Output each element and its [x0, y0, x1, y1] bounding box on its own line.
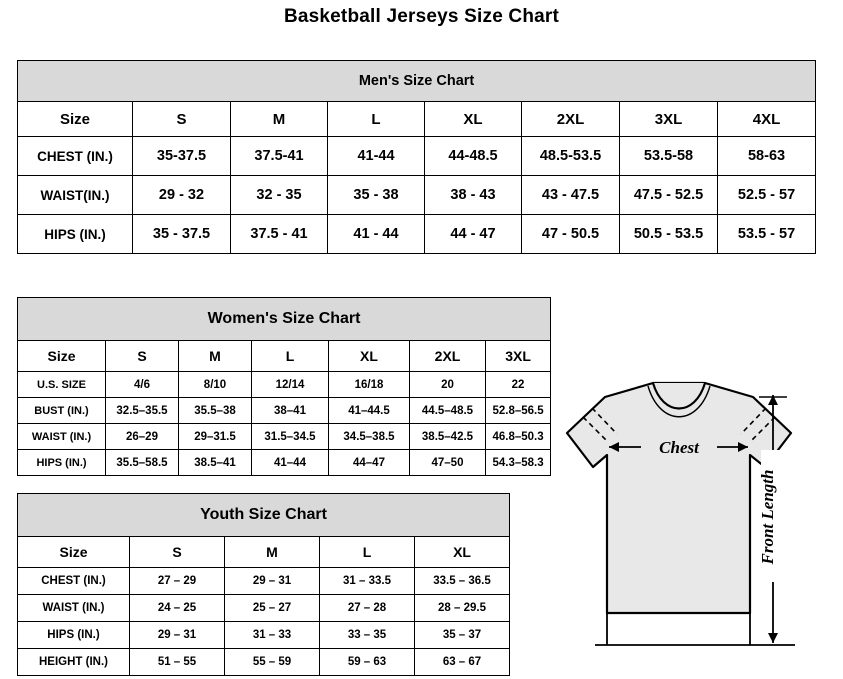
mens-row-label-waist: WAIST(IN.) — [18, 176, 133, 215]
table-row — [18, 176, 816, 215]
womens-hips-s: 35.5–58.5 — [106, 450, 179, 476]
youth-chest-s: 27 – 29 — [130, 568, 225, 595]
youth-row-label-height: HEIGHT (IN.) — [18, 649, 130, 676]
womens-waist-3xl: 46.8–50.3 — [486, 424, 551, 450]
table-header-row — [18, 102, 816, 137]
table-header-row — [18, 537, 510, 568]
womens-bust-3xl: 52.8–56.5 — [486, 398, 551, 424]
mens-col-header-3xl: 3XL — [620, 102, 718, 137]
womens-ussize-xl: 16/18 — [329, 372, 410, 398]
table-row — [18, 450, 551, 476]
mens-hips-4xl: 53.5 - 57 — [718, 215, 816, 254]
table-row — [18, 568, 510, 595]
table-row — [18, 424, 551, 450]
youth-chart-caption: Youth Size Chart — [18, 494, 510, 537]
table-caption-row — [18, 298, 551, 341]
youth-row-label-chest: CHEST (IN.) — [18, 568, 130, 595]
mens-col-header-2xl: 2XL — [522, 102, 620, 137]
front-length-arrow-bottom — [768, 633, 778, 643]
youth-col-header-s: S — [130, 537, 225, 568]
womens-ussize-2xl: 20 — [410, 372, 486, 398]
womens-waist-m: 29–31.5 — [179, 424, 252, 450]
mens-chest-4xl: 58-63 — [718, 137, 816, 176]
youth-row-label-hips: HIPS (IN.) — [18, 622, 130, 649]
jersey-measurement-diagram — [545, 355, 835, 665]
youth-col-header-l: L — [320, 537, 415, 568]
womens-chart-caption: Women's Size Chart — [18, 298, 551, 341]
youth-chest-m: 29 – 31 — [225, 568, 320, 595]
womens-col-header-l: L — [252, 341, 329, 372]
front-length-dimension-label: Front Length — [758, 469, 777, 565]
youth-hips-m: 31 – 33 — [225, 622, 320, 649]
youth-height-xl: 63 – 67 — [415, 649, 510, 676]
mens-waist-4xl: 52.5 - 57 — [718, 176, 816, 215]
mens-chest-xl: 44-48.5 — [425, 137, 522, 176]
table-caption-row — [18, 61, 816, 102]
womens-col-header-2xl: 2XL — [410, 341, 486, 372]
youth-chest-xl: 33.5 – 36.5 — [415, 568, 510, 595]
mens-hips-l: 41 - 44 — [328, 215, 425, 254]
youth-row-label-waist: WAIST (IN.) — [18, 595, 130, 622]
youth-waist-m: 25 – 27 — [225, 595, 320, 622]
mens-chart-caption: Men's Size Chart — [18, 61, 816, 102]
mens-size-chart-table — [17, 60, 816, 254]
mens-col-header-size: Size — [18, 102, 133, 137]
mens-chest-l: 41-44 — [328, 137, 425, 176]
youth-col-header-xl: XL — [415, 537, 510, 568]
womens-waist-xl: 34.5–38.5 — [329, 424, 410, 450]
youth-col-header-m: M — [225, 537, 320, 568]
womens-hips-l: 41–44 — [252, 450, 329, 476]
mens-col-header-l: L — [328, 102, 425, 137]
chest-dimension-label: Chest — [659, 438, 699, 457]
youth-col-header-size: Size — [18, 537, 130, 568]
mens-waist-xl: 38 - 43 — [425, 176, 522, 215]
womens-size-chart-table — [17, 297, 551, 476]
mens-col-header-s: S — [133, 102, 231, 137]
womens-row-label-waist: WAIST (IN.) — [18, 424, 106, 450]
womens-hips-m: 38.5–41 — [179, 450, 252, 476]
womens-ussize-3xl: 22 — [486, 372, 551, 398]
mens-hips-m: 37.5 - 41 — [231, 215, 328, 254]
mens-hips-3xl: 50.5 - 53.5 — [620, 215, 718, 254]
mens-hips-s: 35 - 37.5 — [133, 215, 231, 254]
youth-waist-s: 24 – 25 — [130, 595, 225, 622]
mens-col-header-m: M — [231, 102, 328, 137]
mens-chest-2xl: 48.5-53.5 — [522, 137, 620, 176]
womens-col-header-s: S — [106, 341, 179, 372]
table-row — [18, 137, 816, 176]
womens-col-header-3xl: 3XL — [486, 341, 551, 372]
mens-col-header-xl: XL — [425, 102, 522, 137]
mens-row-label-hips: HIPS (IN.) — [18, 215, 133, 254]
youth-hips-s: 29 – 31 — [130, 622, 225, 649]
mens-hips-xl: 44 - 47 — [425, 215, 522, 254]
table-row — [18, 372, 551, 398]
mens-col-header-4xl: 4XL — [718, 102, 816, 137]
womens-row-label-bust: BUST (IN.) — [18, 398, 106, 424]
table-header-row — [18, 341, 551, 372]
mens-waist-m: 32 - 35 — [231, 176, 328, 215]
womens-col-header-size: Size — [18, 341, 106, 372]
womens-hips-3xl: 54.3–58.3 — [486, 450, 551, 476]
mens-row-label-chest: CHEST (IN.) — [18, 137, 133, 176]
youth-height-m: 55 – 59 — [225, 649, 320, 676]
womens-waist-l: 31.5–34.5 — [252, 424, 329, 450]
mens-waist-2xl: 43 - 47.5 — [522, 176, 620, 215]
mens-chest-s: 35-37.5 — [133, 137, 231, 176]
table-caption-row — [18, 494, 510, 537]
womens-ussize-s: 4/6 — [106, 372, 179, 398]
page-title: Basketball Jerseys Size Chart — [283, 6, 560, 27]
womens-bust-m: 35.5–38 — [179, 398, 252, 424]
youth-hips-l: 33 – 35 — [320, 622, 415, 649]
womens-bust-xl: 41–44.5 — [329, 398, 410, 424]
table-row — [18, 649, 510, 676]
womens-ussize-m: 8/10 — [179, 372, 252, 398]
table-row — [18, 595, 510, 622]
table-row — [18, 398, 551, 424]
womens-bust-l: 38–41 — [252, 398, 329, 424]
mens-waist-3xl: 47.5 - 52.5 — [620, 176, 718, 215]
womens-hips-xl: 44–47 — [329, 450, 410, 476]
womens-ussize-l: 12/14 — [252, 372, 329, 398]
jersey-svg — [545, 355, 835, 665]
womens-col-header-m: M — [179, 341, 252, 372]
womens-hips-2xl: 47–50 — [410, 450, 486, 476]
mens-hips-2xl: 47 - 50.5 — [522, 215, 620, 254]
mens-waist-s: 29 - 32 — [133, 176, 231, 215]
womens-bust-2xl: 44.5–48.5 — [410, 398, 486, 424]
mens-chest-m: 37.5-41 — [231, 137, 328, 176]
mens-waist-l: 35 - 38 — [328, 176, 425, 215]
mens-chest-3xl: 53.5-58 — [620, 137, 718, 176]
womens-row-label-hips: HIPS (IN.) — [18, 450, 106, 476]
table-row — [18, 215, 816, 254]
youth-size-chart-table — [17, 493, 510, 676]
womens-row-label-us-size: U.S. SIZE — [18, 372, 106, 398]
youth-chest-l: 31 – 33.5 — [320, 568, 415, 595]
youth-height-s: 51 – 55 — [130, 649, 225, 676]
womens-col-header-xl: XL — [329, 341, 410, 372]
youth-hips-xl: 35 – 37 — [415, 622, 510, 649]
table-row — [18, 622, 510, 649]
womens-bust-s: 32.5–35.5 — [106, 398, 179, 424]
youth-height-l: 59 – 63 — [320, 649, 415, 676]
womens-waist-2xl: 38.5–42.5 — [410, 424, 486, 450]
youth-waist-l: 27 – 28 — [320, 595, 415, 622]
womens-waist-s: 26–29 — [106, 424, 179, 450]
youth-waist-xl: 28 – 29.5 — [415, 595, 510, 622]
